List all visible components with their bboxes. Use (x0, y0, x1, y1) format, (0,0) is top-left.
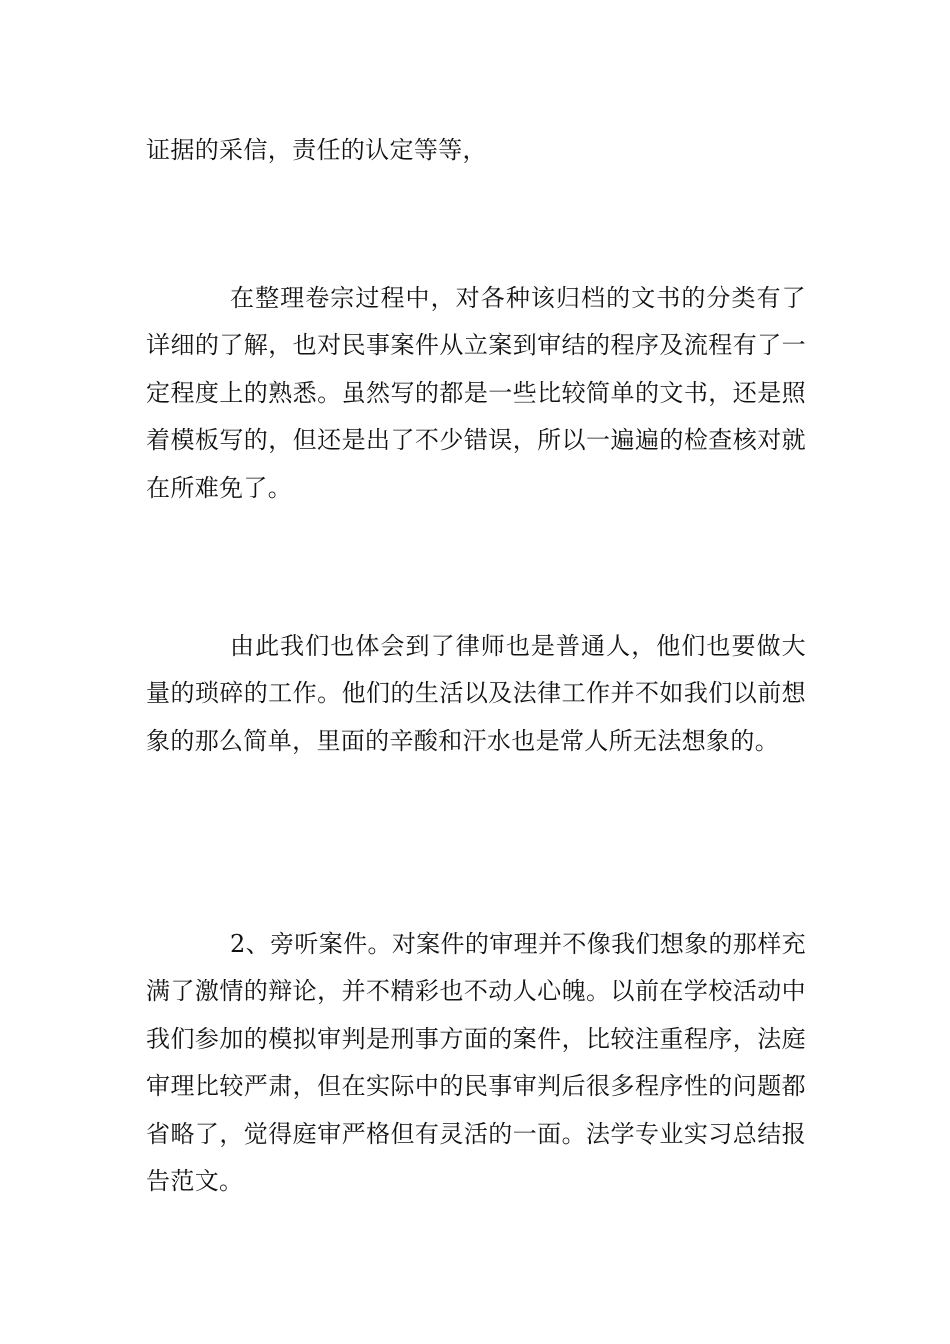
paragraph-2: 在整理卷宗过程中，对各种该归档的文书的分类有了详细的了解，也对民事案件从立案到审结的程序及流程有了一定程度上的熟悉。虽然写的都是一些比较简单的文书，还是照着模板写的，但还是出了不少错误，所以一遍遍的检查核对就在所难免了。 (146, 284, 806, 502)
paragraph-1: 证据的采信，责任的认定等等， (146, 136, 487, 164)
paragraph-3: 由此我们也体会到了律师也是普通人，他们也要做大量的琐碎的工作。他们的生活以及法律工作并不如我们以前想象的那么简单，里面的辛酸和汗水也是常人所无法想象的。 (146, 632, 806, 755)
paragraph-4: 2、旁听案件。对案件的审理并不像我们想象的那样充满了激情的辩论，并不精彩也不动人心魄。以前在学校活动中我们参加的模拟审判是刑事方面的案件，比较注重程序，法庭审理比较严肃，但在实际中的民事审判后很多程序性的问题都省略了，觉得庭审严格但有灵活的一面。法学专业实习总结报告范文。 (146, 930, 806, 1196)
